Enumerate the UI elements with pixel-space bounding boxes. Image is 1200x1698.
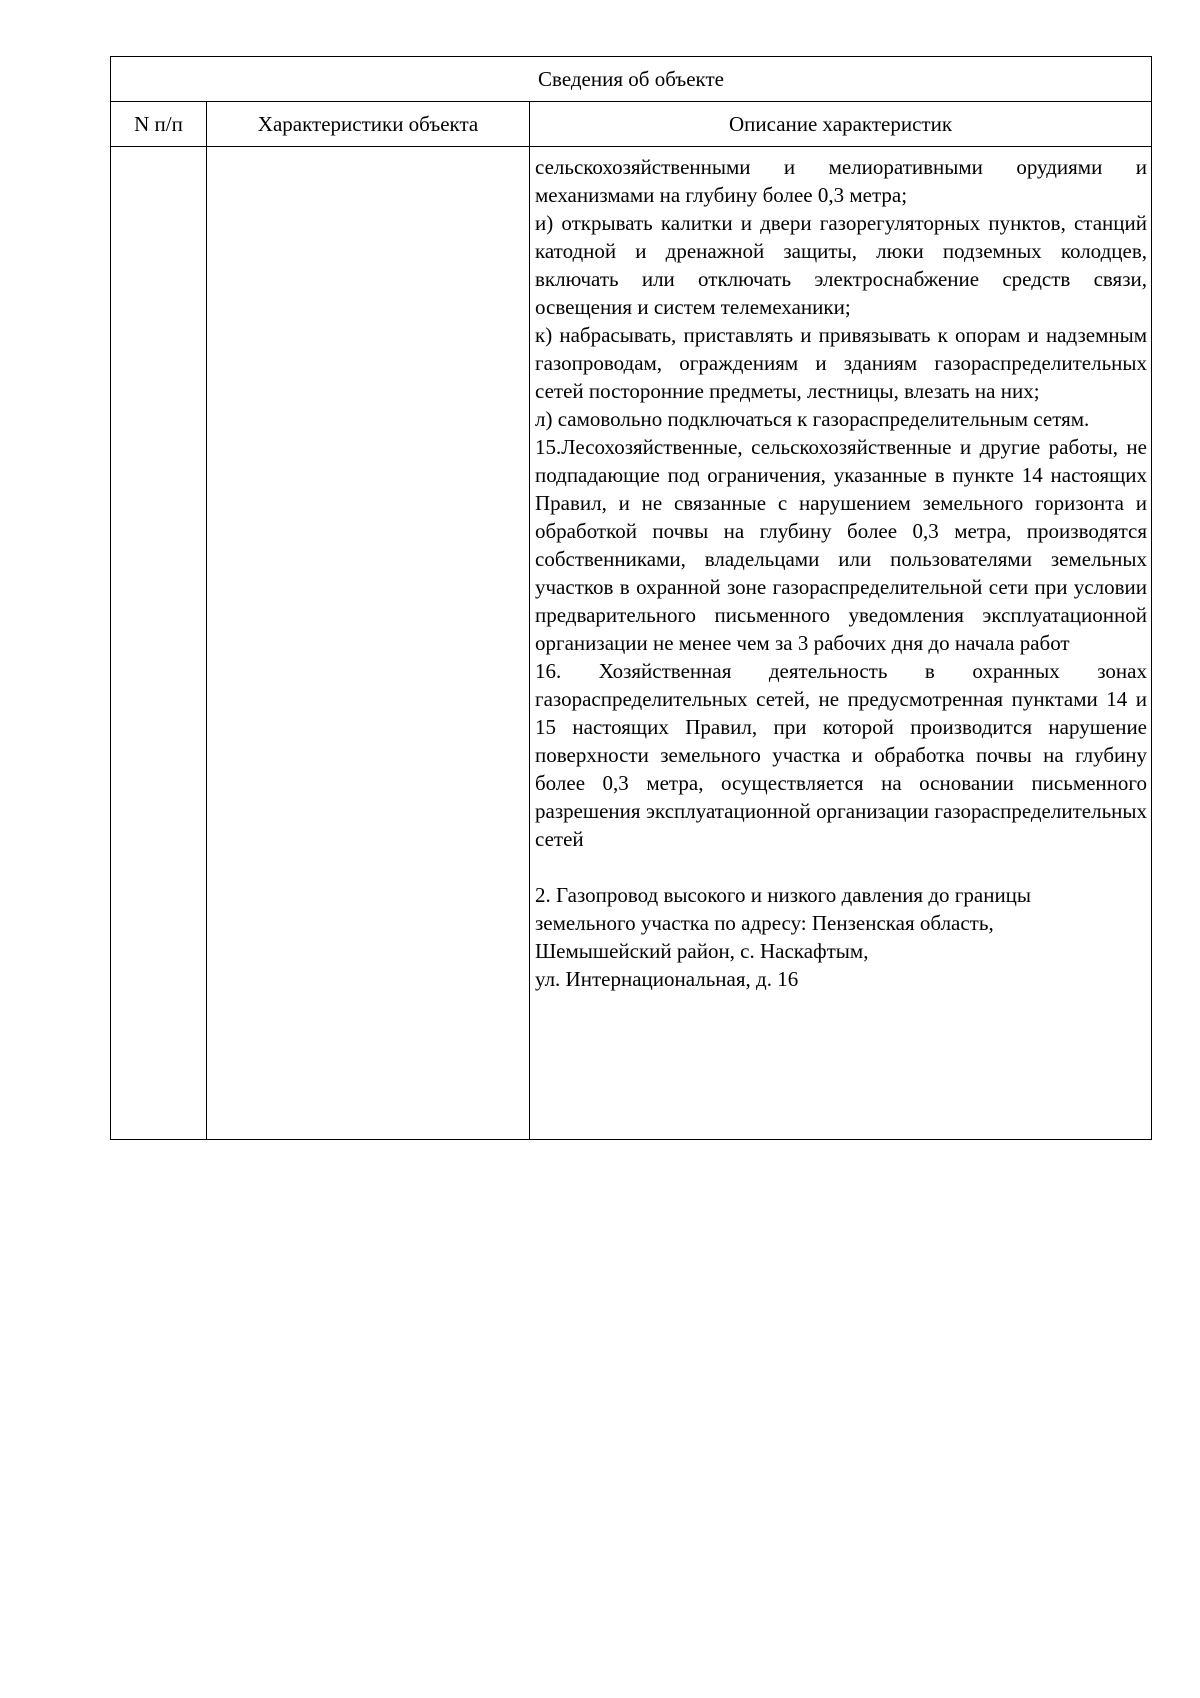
cell-description [530, 147, 1152, 1140]
table-row [111, 147, 1152, 1140]
description-paragraph-3: к) набрасывать, приставлять и привязывать к опорам и надземным газопроводам, ограждениям и зданиям газораспределительных сетей посторонние предметы, лестницы, влезать на них; [535, 323, 1147, 403]
paragraph-spacer [535, 853, 1147, 881]
address-line-3: Шемышейский район, с. Наскафтым, [535, 939, 869, 963]
cell-number [111, 147, 207, 1140]
table-title: Сведения об объекте [111, 57, 1152, 102]
address-line-1: 2. Газопровод высокого и низкого давления до границы [535, 883, 1032, 907]
description-paragraph-1: сельскохозяйственными и мелиоративными орудиями и механизмами на глубину более 0,3 метра; [535, 155, 1147, 207]
header-description: Описание характеристик [530, 102, 1152, 147]
header-number: N п/п [111, 102, 207, 147]
object-info-table [110, 56, 1152, 1140]
cell-characteristics [207, 147, 530, 1140]
description-paragraph-2: и) открывать калитки и двери газорегуляторных пунктов, станций катодной и дренажной защиты, люки подземных колодцев, включать или отключать электроснабжение средств связи, освещения и систем телемеханики; [535, 211, 1147, 319]
description-paragraph-5: 15.Лесохозяйственные, сельскохозяйственные и другие работы, не подпадающие под ограничения, указанные в пункте 14 настоящих Правил, и не связанные с нарушением земельного горизонта и обработкой почвы на глубину более 0,3 метра, производятся собственниками, владельцами или пользователями земельных участков в охранной зоне газораспределительной сети при условии предварительного письменного уведомления эксплуатационной организации не менее чем за 3 рабочих дня до начала работ [535, 435, 1147, 655]
header-characteristics: Характеристики объекта [207, 102, 530, 147]
description-paragraph-4: л) самовольно подключаться к газораспределительным сетям. [535, 407, 1090, 431]
description-paragraph-6: 16. Хозяйственная деятельность в охранных зонах газораспределительных сетей, не предусмотренная пунктами 14 и 15 настоящих Правил, при которой производится нарушение поверхности земельного участка и обработка почвы на глубину более 0,3 метра, осуществляется на основании письменного разрешения эксплуатационной организации газораспределительных сетей [535, 659, 1147, 851]
address-line-2: земельного участка по адресу: Пензенская область, [535, 911, 994, 935]
address-line-4: ул. Интернациональная, д. 16 [535, 967, 799, 991]
